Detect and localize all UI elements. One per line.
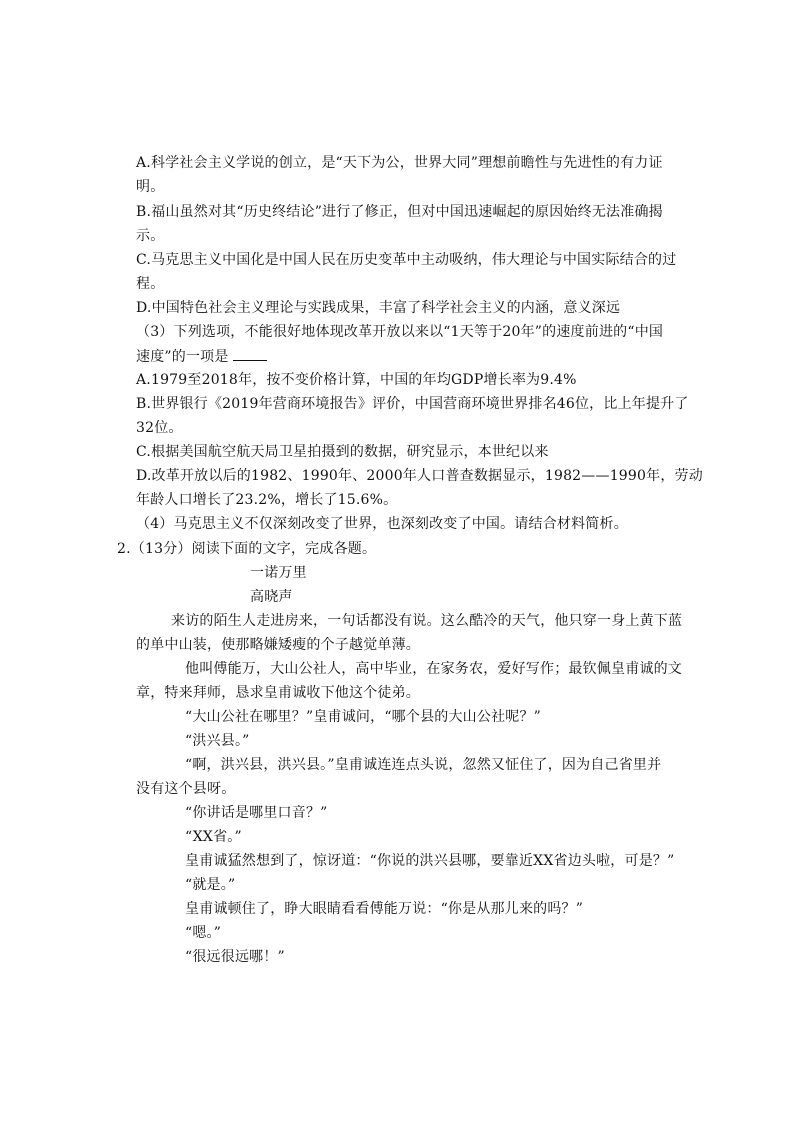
dialogue-line-7: “就是。” <box>185 877 236 893</box>
dialogue-line-9: “嗯。” <box>185 925 222 941</box>
question-3-option-d-line-2: 年龄人口增长了23.2%，增长了15.6%。 <box>136 492 398 508</box>
option-a-line-2: 明。 <box>136 179 165 195</box>
paragraph-1-line-1: 来访的陌生人走进房来，一句话都没有说。这么酷冷的天气，他只穿一身上黄下蓝 <box>171 613 683 629</box>
dialogue-line-5: “XX省。” <box>185 829 242 845</box>
question-3-stem-text: 速度”的一项是 <box>136 349 229 365</box>
question-3-option-b-line-1: B.世界银行《2019年营商环境报告》评价，中国营商环境世界排名46位，比上年提升了 <box>136 396 689 412</box>
question-2-header: 2.（13分）阅读下面的文字，完成各题。 <box>117 541 377 557</box>
article-author: 高晓声 <box>250 589 293 605</box>
question-3-stem-line-2 <box>136 346 267 367</box>
dialogue-line-8: 皇甫诚顿住了，睁大眼睛看看傅能万说：“你是从那儿来的吗？” <box>185 901 584 917</box>
dialogue-line-1: “大山公社在哪里？”皇甫诚问，“哪个县的大山公社呢？” <box>185 709 542 725</box>
dialogue-line-6: 皇甫诚猛然想到了，惊讶道：“你说的洪兴县哪，要靠近XX省边头啦，可是？” <box>185 853 675 869</box>
option-b-line-2: 示。 <box>136 228 165 244</box>
question-3-option-c: C.根据美国航空航天局卫星拍摄到的数据，研究显示，本世纪以来 <box>136 444 549 460</box>
dialogue-line-10: “很远很远哪！” <box>185 949 285 965</box>
answer-blank <box>233 346 267 361</box>
option-d-line: D.中国特色社会主义理论与实践成果，丰富了科学社会主义的内涵，意义深远 <box>136 300 621 316</box>
paragraph-2-line-2: 章，特来拜师，恳求皇甫诚收下他这个徒弟。 <box>136 685 420 701</box>
option-a-line-1: A.科学社会主义学说的创立，是“天下为公，世界大同”理想前瞻性与先进性的有力证 <box>136 155 663 171</box>
dialogue-line-3b: 没有这个县呀。 <box>136 781 236 797</box>
dialogue-line-2: “洪兴县。” <box>185 733 250 749</box>
question-4: （4）马克思主义不仅深刻改变了世界，也深刻改变了中国。请结合材料简析。 <box>136 516 628 532</box>
paragraph-2-line-1: 他叫傅能万，大山公社人，高中毕业，在家务农，爱好写作；最钦佩皇甫诚的文 <box>185 661 682 677</box>
question-3-option-d-line-1: D.改革开放以后的1982、1990年、2000年人口普查数据显示，1982——1990年，劳动 <box>136 468 703 484</box>
dialogue-line-3a: “啊，洪兴县，洪兴县。”皇甫诚连连点头说，忽然又怔住了，因为自己省里并 <box>185 757 662 773</box>
option-b-line-1: B.福山虽然对其“历史终结论”进行了修正，但对中国迅速崛起的原因始终无法准确揭 <box>136 204 663 220</box>
article-title: 一诺万里 <box>250 565 307 581</box>
question-3-option-a: A.1979至2018年，按不变价格计算，中国的年均GDP增长率为9.4% <box>136 372 577 388</box>
question-3-stem-line-1: （3）下列选项，不能很好地体现改革开放以来以“1天等于20年”的速度前进的“中国 <box>136 324 664 340</box>
question-3-option-b-line-2: 32位。 <box>136 420 183 436</box>
option-c-line-2: 程。 <box>136 276 165 292</box>
option-c-line-1: C.马克思主义中国化是中国人民在历史变革中主动吸纳，伟大理论与中国实际结合的过 <box>136 252 677 268</box>
paragraph-1-line-2: 的单中山装，使那略嫌矮瘦的个子越觉单薄。 <box>136 637 420 653</box>
dialogue-line-4: “你讲话是哪里口音？” <box>185 805 328 821</box>
